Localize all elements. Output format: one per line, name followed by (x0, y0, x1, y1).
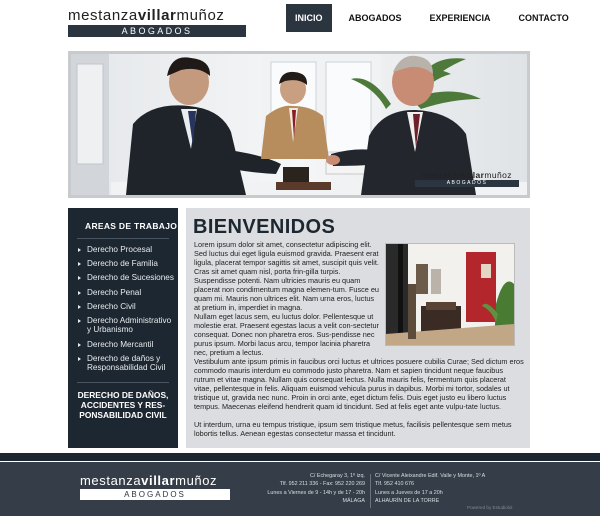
triangle-bullet-icon (78, 343, 81, 347)
footer-divider (370, 474, 371, 508)
triangle-bullet-icon (78, 291, 81, 295)
fourth-paragraph: Ut interdum, urna eu tempus tristique, ipsum sem tristique metus, facilisis pellentesque sem metus lobortis tellus. Aenean egestas consectetur massa et tincidunt. (194, 420, 512, 438)
third-paragraph: Vestibulum ante ipsum primis in faucibus orci luctus et ultrices posuere cubilia Curae; Sed dictum eros commodo mauris interdum eu commodo justo pharetra. Nam et sapien tincidunt neque faucibus rutrum et vitae magna. Nullam quis consequat lectus. Nulla mauris felis, fermentum quis placerat vitae, pellentesque in felis. Aliquam euismod vehicula purus in dapibus. Morbi mi tortor, sodales ut tristique ut, gravida nec nunc. Proin in orci ante, eget dictum felis. Duis eget justo eu libero luctus tempus. Maecenas eleifend hendrerit quam id tincidunt. Sed at felis eget ante vulpu-tate luctus. (194, 357, 524, 411)
sidebar-item-penal[interactable] (68, 286, 178, 300)
triangle-bullet-icon (78, 248, 81, 252)
sidebar-item-label: Derecho de Familia (87, 259, 158, 269)
page-title: BIENVENIDOS (193, 216, 336, 238)
footer-logo-wordmark: mestanzavillarmuñoz (80, 473, 218, 488)
sidebar-item-label: Derecho Mercantil (87, 339, 154, 349)
city-line: MÁLAGA (342, 497, 365, 504)
sidebar-item-label: Derecho Penal (87, 287, 142, 297)
sidebar-item-danos[interactable] (68, 352, 178, 376)
alhaurin-office-info (375, 472, 505, 505)
welcome-content (186, 208, 530, 448)
sidebar-item-familia[interactable] (68, 257, 178, 271)
malaga-office-info (250, 472, 365, 505)
sidebar-item-procesal[interactable] (68, 243, 178, 257)
office-photo (385, 243, 515, 346)
triangle-bullet-icon (78, 357, 81, 361)
nav-experiencia[interactable]: EXPERIENCIA (429, 13, 491, 23)
nav-inicio[interactable]: INICIO (286, 4, 332, 32)
sidebar-item-administrativo[interactable] (68, 314, 178, 338)
triangle-bullet-icon (78, 305, 81, 309)
footer-logo[interactable] (80, 474, 230, 500)
footer-credit-link[interactable]: Powered by Estudiolol (467, 505, 513, 510)
hero-banner (68, 51, 530, 198)
hours-line: Lunes a Viernes de 9 - 14h y de 17 - 20h (267, 489, 365, 496)
hours-line: Lunes a Jueves de 17 a 20h (375, 489, 443, 496)
sidebar-feature-link[interactable]: DERECHO DE DAÑOS, ACCIDENTES Y RES-PONSABILIDAD CIVIL (77, 389, 169, 420)
triangle-bullet-icon (78, 319, 81, 323)
sidebar-item-label: Derecho de daños y Responsabilidad Civil (87, 353, 166, 373)
triangle-bullet-icon (78, 276, 81, 280)
nav-contacto[interactable]: CONTACTO (518, 13, 569, 23)
address-line: C/ Vicente Aleixandre Edif. Valle y Monte, 1º A (375, 473, 486, 479)
sidebar-item-label: Derecho Procesal (87, 245, 153, 254)
phone-line: Tlf. 952 410 676 (375, 481, 414, 488)
intro-paragraph: Lorem ipsum dolor sit amet, consectetur adipiscing elit. Sed luctus dui eget ligula euismod gravida. Praesent erat ligula, placerat tempor sagittis sit amet, suscipit quis velit. Cras sit amet quam nisl, porta frin-gilla turpis. Suspendisse potenti. Nam ultricies mauris eu quam placerat non condimentum magna elemen-tum. Fusce eu quam mi. Mauris non ultrices elit. Nam urna eros, luctus at pretium in, imperdiet in magna. (194, 240, 379, 312)
hero-logo (415, 171, 519, 187)
practice-areas-list (68, 239, 178, 376)
practice-areas-sidebar (68, 208, 178, 448)
logo-subtitle: ABOGADOS (68, 25, 246, 37)
sidebar-item-label: Derecho Civil (87, 301, 136, 311)
sidebar-item-civil[interactable] (68, 300, 178, 314)
city-line: ALHAURÍN DE LA TORRE (375, 497, 440, 504)
footer-logo-subtitle: ABOGADOS (80, 489, 230, 500)
second-paragraph: Nullam eget lacus sem, eu luctus dolor. Pellentesque ut molestie erat. Praesent egestas lacus a velit con-sectetur consequat. Donec non pharetra eros. Sus-pendisse nec purus ipsum. Morbi lacus arcu, tempor lacinia pharetra nec, pretium a lectus. (194, 312, 379, 357)
logo-wordmark: mestanzavillarmuñoz (68, 7, 225, 24)
sidebar-title: AREAS DE TRABAJO (85, 221, 178, 231)
sidebar-item-mercantil[interactable] (68, 338, 178, 352)
sidebar-item-sucesiones[interactable] (68, 271, 178, 285)
footer-top-bar (0, 453, 600, 461)
site-logo[interactable] (68, 8, 246, 37)
sidebar-item-label: Derecho de Sucesiones (87, 273, 174, 283)
triangle-bullet-icon (78, 262, 81, 266)
main-nav (286, 4, 586, 32)
nav-abogados[interactable]: ABOGADOS (348, 13, 402, 23)
office-interior-image (386, 244, 514, 345)
sidebar-item-label: Derecho Administrativo y Urbanismo (87, 315, 172, 335)
hero-logo-subtitle: ABOGADOS (415, 180, 519, 187)
address-line: C/ Echegaray 3, 1º izq. (309, 473, 365, 479)
phone-line: Tlf. 952 211 336 - Fax: 952 220 269 (279, 481, 365, 488)
hero-logo-wordmark: mestanzavillarmuñoz (422, 170, 512, 180)
